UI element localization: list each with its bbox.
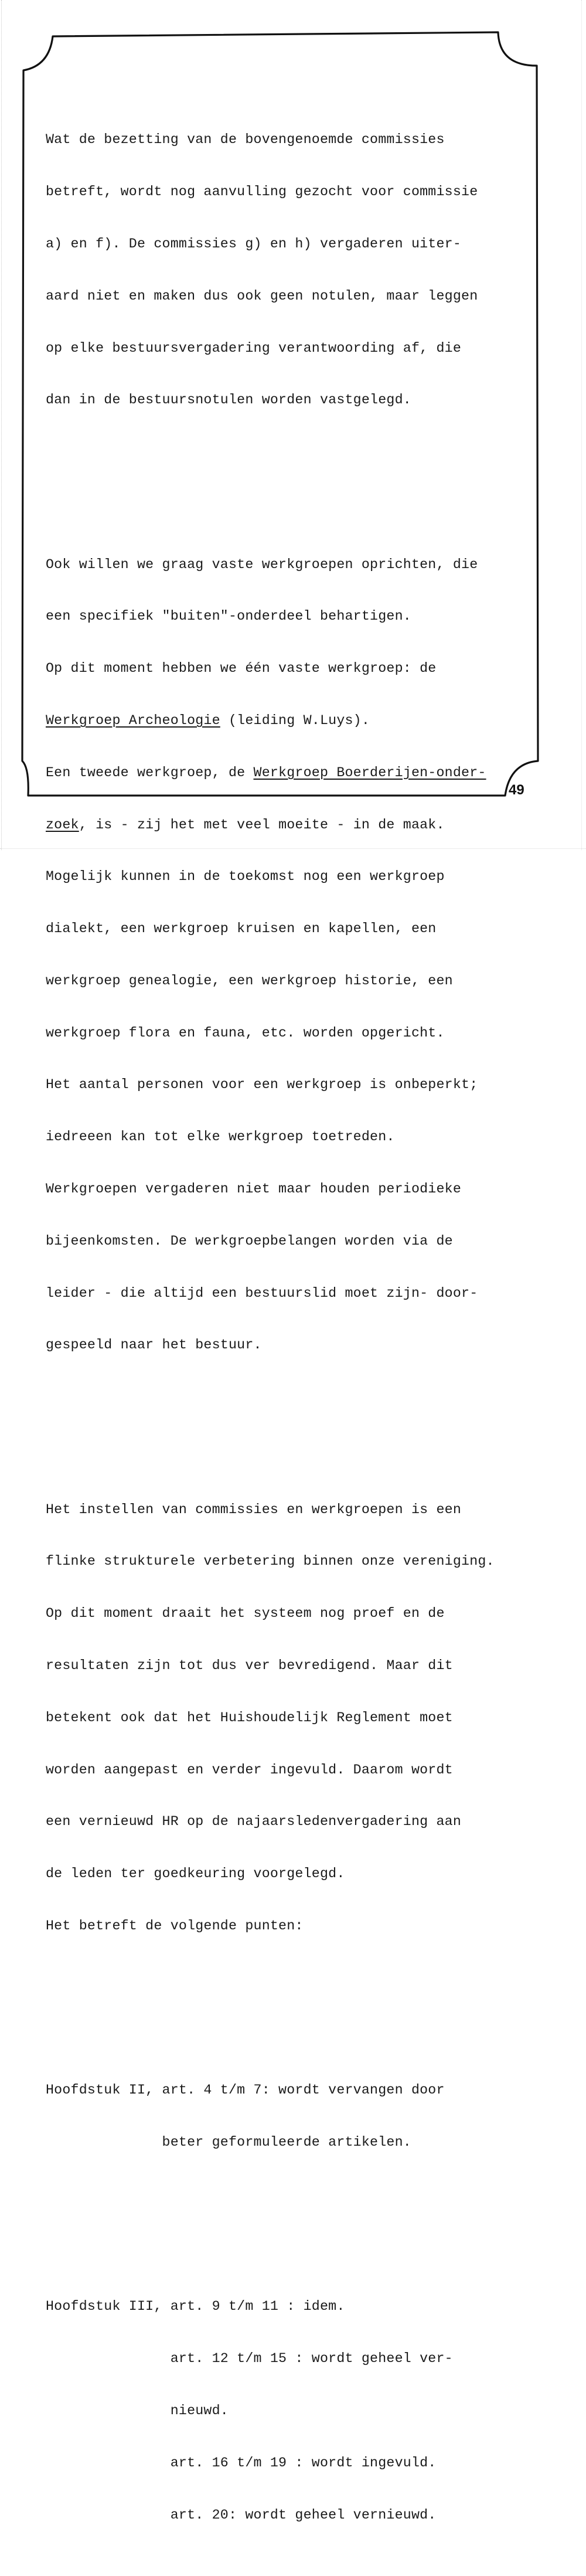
paragraph-gap [46, 2004, 538, 2013]
underlined-werkgroep-archeologie: Werkgroep Archeologie [46, 712, 220, 728]
paragraph-gap [46, 2221, 538, 2229]
paragraph-commissies [46, 97, 538, 444]
text-line: Het betreft de volgende punten: [46, 1918, 304, 1933]
text-span: (leiding W.Luys). [220, 712, 370, 728]
text-line [46, 712, 538, 730]
text-line: art. 16 t/m 19 : wordt ingevuld. [46, 2455, 437, 2470]
text-span: Een tweede werkgroep, de [46, 764, 254, 780]
text-line: art. 12 t/m 15 : wordt geheel ver- [46, 2351, 453, 2367]
underlined-werkgroep-boerderijen: Werkgroep Boerderijen-onder- [253, 764, 486, 780]
text-line [46, 817, 538, 834]
text-line: Het aantal personen voor een werkgroep is onbeperkt; [46, 1077, 478, 1093]
text-line: aard niet en maken dus ook geen notulen, maar leggen [46, 288, 478, 304]
text-line: bijeenkomsten. De werkgroepbelangen worden via de [46, 1233, 453, 1249]
text-line: Hoofdstuk II, art. 4 t/m 7: wordt vervangen door [46, 2082, 445, 2098]
paragraph-reglement [46, 1467, 538, 1970]
text-line: een vernieuwd HR op de najaarsledenvergadering aan [46, 1814, 462, 1830]
text-line: leider - die altijd een bestuurslid moet zijn- door- [46, 1285, 478, 1301]
text-line: worden aangepast en verder ingevuld. Daarom wordt [46, 1762, 453, 1778]
text-line: werkgroep flora en fauna, etc. worden opgericht. [46, 1025, 445, 1041]
text-span: , is - zij het met veel moeite - in de maak. [79, 817, 445, 832]
text-line: Mogelijk kunnen in de toekomst nog een werkgroep [46, 869, 445, 885]
text-line: Wat de bezetting van de bovengenoemde commissies [46, 132, 445, 148]
text-line: Op dit moment hebben we één vaste werkgroep: de [46, 661, 437, 677]
paragraph-werkgroepen [46, 521, 538, 1389]
item-hoofdstuk-iii [46, 2264, 538, 2558]
text-line: op elke bestuursvergadering verantwoording af, die [46, 340, 462, 356]
page-number: 49 [509, 782, 524, 798]
text-line: werkgroep genealogie, een werkgroep historie, een [46, 973, 453, 988]
text-line: gespeeld naar het bestuur. [46, 1337, 262, 1353]
text-line: dialekt, een werkgroep kruisen en kapellen, een [46, 921, 437, 937]
text-line: de leden ter goedkeuring voorgelegd. [46, 1866, 345, 1882]
text-line: Het instellen van commissies en werkgroepen is een [46, 1501, 462, 1517]
text-line: nieuwd. [46, 2402, 229, 2418]
paragraph-gap [46, 1423, 538, 1432]
text-line [46, 764, 538, 782]
text-line: betreft, wordt nog aanvulling gezocht voor commissie [46, 184, 478, 200]
text-line: a) en f). De commissies g) en h) vergaderen uiter- [46, 236, 462, 252]
text-line: resultaten zijn tot dus ver bevredigend. Maar dit [46, 1658, 453, 1674]
text-line: beter geformuleerde artikelen. [46, 2135, 411, 2150]
item-hoofdstuk-ii [46, 2047, 538, 2186]
text-line: flinke strukturele verbetering binnen onze vereniging. [46, 1554, 495, 1569]
text-line: Op dit moment draait het systeem nog proef en de [46, 1606, 445, 1622]
text-line: Werkgroepen vergaderen niet maar houden periodieke [46, 1181, 462, 1197]
text-line: Ook willen we graag vaste werkgroepen oprichten, die [46, 556, 478, 572]
text-line: dan in de bestuursnotulen worden vastgelegd. [46, 392, 411, 408]
text-line: iedreeen kan tot elke werkgroep toetreden. [46, 1129, 395, 1145]
text-line: art. 20: wordt geheel vernieuwd. [46, 2507, 437, 2523]
text-line: een specifiek "buiten"-onderdeel behartigen. [46, 609, 411, 624]
underlined-zoek: zoek [46, 817, 79, 832]
document-body [46, 62, 538, 2576]
text-line: Hoofdstuk III, art. 9 t/m 11 : idem. [46, 2299, 345, 2315]
text-line: betekent ook dat het Huishoudelijk Reglement moet [46, 1710, 453, 1725]
paragraph-gap [46, 478, 538, 487]
